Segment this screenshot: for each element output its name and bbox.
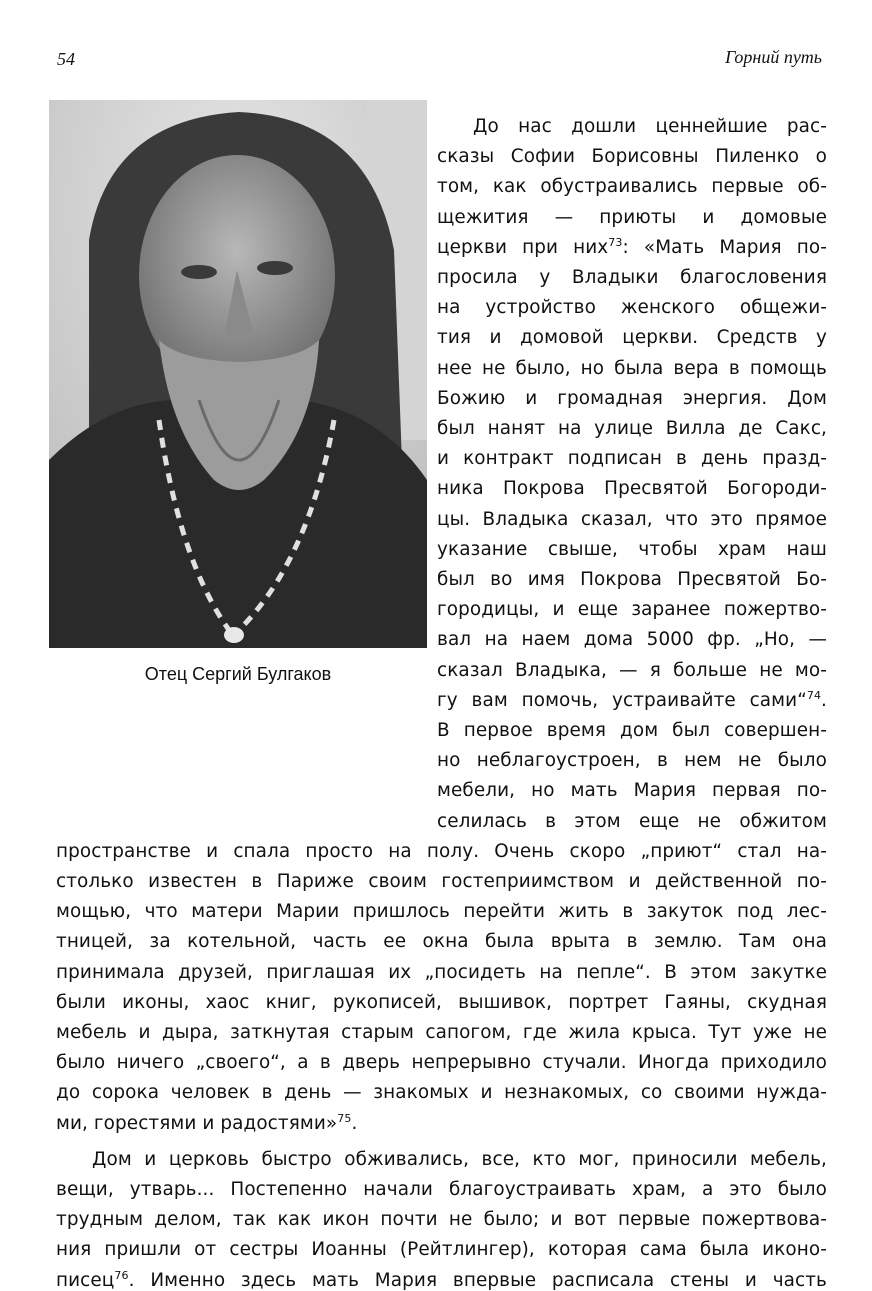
text-line: пространстве и спала просто на полу. Очень скоро „приют“ стал на- bbox=[56, 840, 827, 862]
text-line: селилась в этом еще не обжитом bbox=[437, 810, 827, 832]
text-line: нее не было, но была вера в помощь bbox=[437, 357, 827, 379]
text-line: тия и домовой церкви. Средств у bbox=[437, 327, 827, 349]
text-line: вещи, утварь... Постепенно начали благоустраивать храм, а это было bbox=[56, 1179, 827, 1200]
text-line: указание свыше, чтобы храм наш bbox=[437, 538, 827, 560]
portrait-photo bbox=[49, 100, 427, 648]
text-line: мощью, что матери Марии пришлось перейти жить в закуток под лес- bbox=[56, 901, 827, 923]
text-line: Дом и церковь быстро обживались, все, кто мог, приносили мебель, bbox=[92, 1148, 827, 1170]
text-line: вал на наем дома 5000 фр. „Но, — bbox=[437, 629, 827, 651]
text-line: были иконы, хаос книг, рукописей, вышивок, портрет Гаяны, скудная bbox=[56, 991, 827, 1013]
text-line: городицы, и еще заранее пожертво- bbox=[437, 599, 827, 621]
text-line: был нанят на улице Вилла де Сакс, bbox=[437, 418, 827, 439]
footnote-ref: 73 bbox=[608, 235, 623, 249]
text-line: гу вам помочь, устраивайте сами“$^{74}$. bbox=[437, 688, 827, 711]
text-line: столько известен в Париже своим гостеприимством и действенной по- bbox=[56, 871, 827, 892]
text-line: До нас дошли ценнейшие рас- bbox=[473, 116, 827, 137]
running-title: Горний путь bbox=[725, 47, 822, 67]
text-line: Божию и громадная энергия. Дом bbox=[437, 387, 827, 409]
text-line: и контракт подписан в день празд- bbox=[437, 448, 827, 470]
text-line: том, как обустраивались первые об- bbox=[437, 176, 827, 198]
footnote-ref: 75 bbox=[337, 1111, 352, 1125]
text-line: просила у Владыки благословения bbox=[437, 267, 827, 288]
text-line: на устройство женского общежи- bbox=[437, 297, 827, 319]
text-line: трудным делом, так как икон почти не было; и вот первые пожертвова- bbox=[56, 1209, 827, 1231]
text-line: писец$^{76}$. Именно здесь мать Мария впервые расписала стены и часть bbox=[56, 1268, 827, 1291]
text-line: было ничего „своего“, а в дверь непрерывно стучали. Иногда приходило bbox=[56, 1052, 827, 1074]
footnote-ref: 74 bbox=[806, 688, 822, 702]
page-number: 54 bbox=[57, 49, 75, 69]
text-line: но неблагоустроен, в нем не было bbox=[437, 750, 827, 772]
text-line: ния пришли от сестры Иоанны (Рейтлингер), которая сама была иконо- bbox=[56, 1239, 827, 1261]
text-line: щежития — приюты и домовые bbox=[437, 206, 827, 228]
text-line: тницей, за котельной, часть ее окна была врыта в землю. Там она bbox=[56, 931, 827, 953]
text-line: сказал Владыка, — я больше не мо- bbox=[437, 659, 827, 681]
text-line: мебели, но мать Мария первая по- bbox=[437, 780, 827, 802]
text-line: ника Покрова Пресвятой Богороди- bbox=[437, 478, 827, 500]
text-line: мебель и дыра, заткнутая старым сапогом, где жила крыса. Тут уже не bbox=[56, 1022, 827, 1043]
text-line: церкви при них$^{73}$: «Мать Мария по- bbox=[437, 235, 827, 258]
text-line: принимала друзей, приглашая их „посидеть на пепле“. В этом закутке bbox=[56, 961, 827, 983]
text-line: цы. Владыка сказал, что это прямое bbox=[437, 508, 827, 530]
footnote-ref: 76 bbox=[114, 1268, 129, 1282]
text-line: В первое время дом был совершен- bbox=[437, 720, 827, 741]
text-line: сказы Софии Борисовны Пиленко о bbox=[437, 146, 827, 168]
text-line: ми, горестями и радостями»$^{75}$. bbox=[56, 1111, 358, 1134]
text-line: до сорока человек в день — знакомых и незнакомых, со своими нужда- bbox=[56, 1082, 827, 1104]
text-line: был во имя Покрова Пресвятой Бо- bbox=[437, 569, 827, 590]
photo-caption: Отец Сергий Булгаков bbox=[144, 664, 332, 684]
